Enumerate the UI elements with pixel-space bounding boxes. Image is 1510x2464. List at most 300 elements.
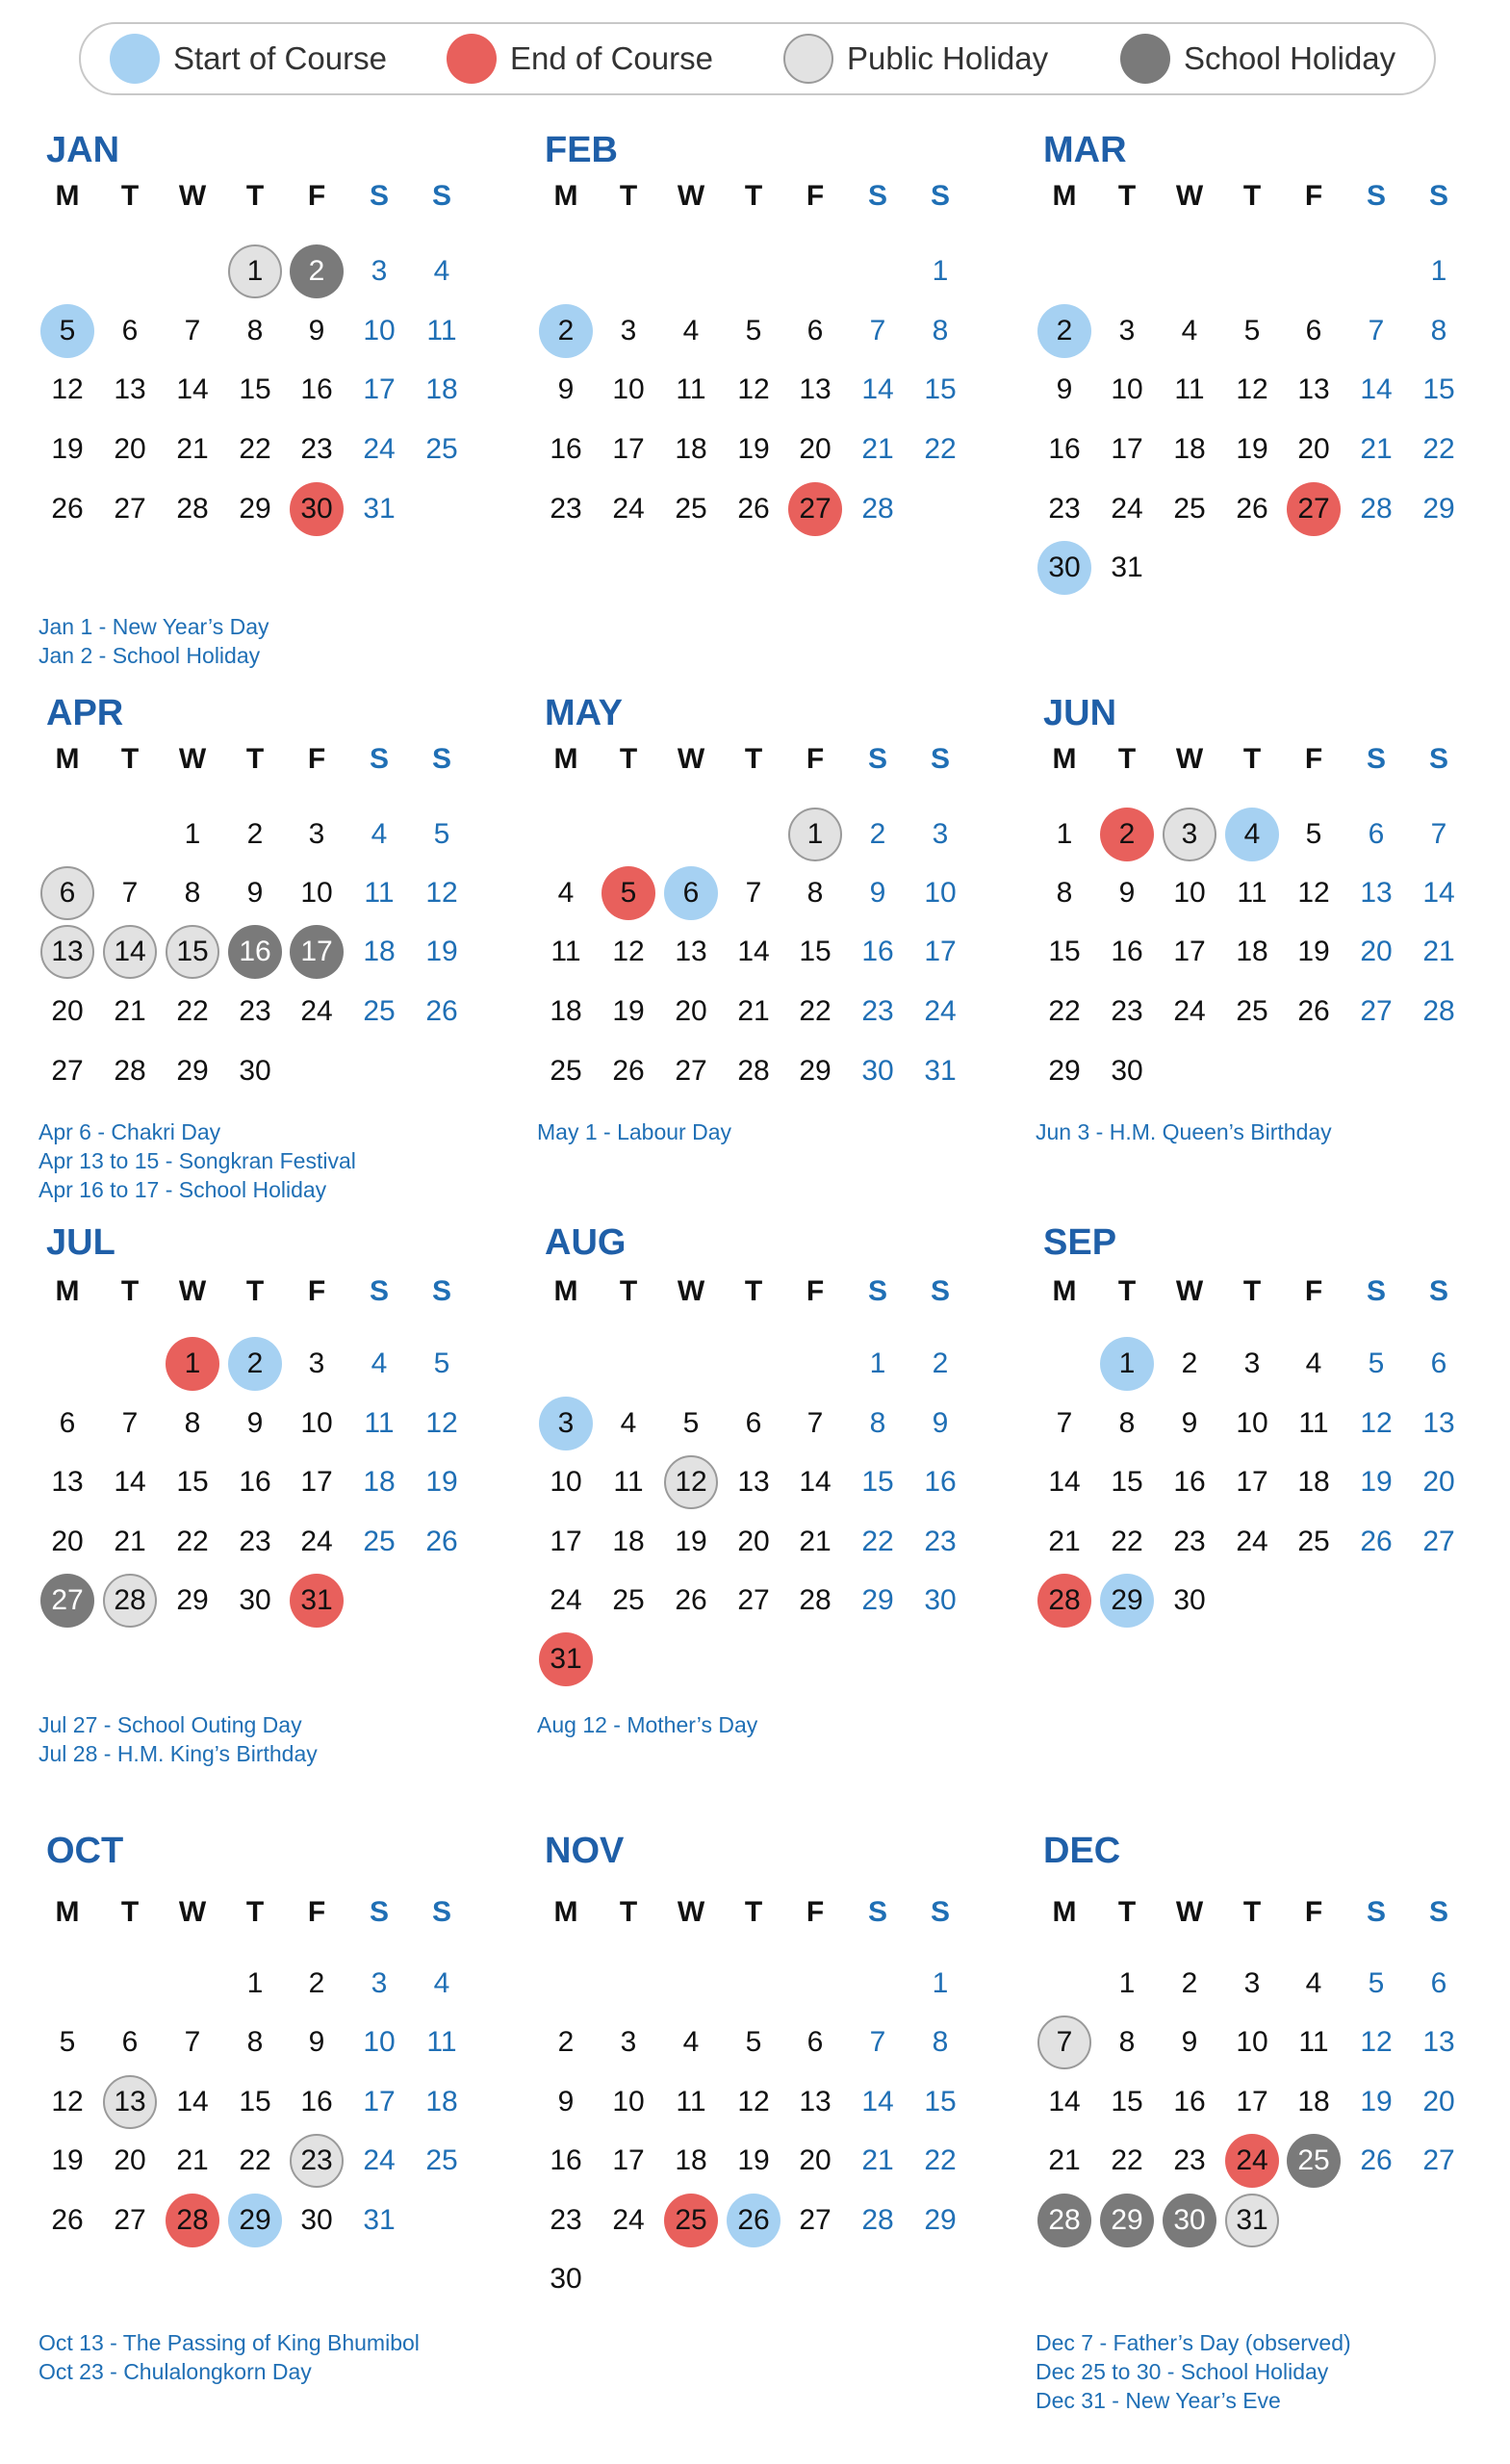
day-cell: 9: [308, 315, 325, 346]
day-cell: 25: [664, 2194, 718, 2247]
day-cell: 9: [1181, 2026, 1198, 2058]
day-cell: 27: [1422, 1526, 1455, 1557]
day-cell: 28: [1422, 995, 1455, 1027]
day-cell: 7: [869, 2026, 886, 2058]
day-cell: 7: [121, 877, 139, 909]
day-cell: 17: [550, 1526, 582, 1557]
day-cell: 25: [363, 995, 396, 1027]
day-cell: 9: [557, 373, 575, 405]
legend-item-pub: [783, 24, 1048, 93]
day-cell: 9: [1181, 1407, 1198, 1439]
day-cell: 3: [1163, 808, 1216, 861]
weekday-header: S: [867, 743, 887, 775]
day-cell: 10: [1173, 877, 1206, 909]
day-cell: 9: [246, 1407, 264, 1439]
day-cell: 18: [675, 433, 707, 465]
day-cell: 13: [799, 373, 832, 405]
day-cell: 3: [932, 818, 949, 850]
day-cell: 20: [51, 1526, 84, 1557]
weekday-header: F: [307, 1896, 326, 1928]
legend-label: School Holiday: [1184, 40, 1396, 76]
day-cell: 18: [363, 1466, 396, 1498]
day-cell: 27: [675, 1055, 707, 1087]
day-cell: 7: [1056, 1407, 1073, 1439]
day-cell: 23: [290, 2134, 344, 2188]
day-cell: 6: [40, 866, 94, 920]
day-cell: 25: [425, 433, 458, 465]
day-cell: 3: [539, 1397, 593, 1450]
legend-swatch-sch: [1120, 34, 1170, 84]
weekday-header: S: [1366, 1896, 1386, 1928]
weekday-header: T: [1117, 743, 1137, 775]
day-cell: 2: [1181, 1348, 1198, 1379]
day-cell: 28: [114, 1055, 146, 1087]
day-cell: 17: [1173, 936, 1206, 967]
day-cell: 8: [246, 2026, 264, 2058]
day-cell: 19: [675, 1526, 707, 1557]
day-cell: 1: [228, 244, 282, 298]
weekday-header: M: [55, 743, 80, 775]
day-cell: 21: [861, 433, 894, 465]
day-cell: 18: [1297, 2086, 1330, 2118]
weekday-header: T: [120, 180, 140, 212]
day-cell: 21: [861, 2144, 894, 2176]
month-notes: [1036, 2328, 1351, 2415]
weekday-header: S: [867, 1896, 887, 1928]
day-cell: 2: [308, 1967, 325, 1999]
day-cell: 30: [861, 1055, 894, 1087]
weekday-header: W: [677, 1896, 705, 1928]
day-cell: 7: [121, 1407, 139, 1439]
day-cell: 16: [239, 1466, 271, 1498]
weekday-header: T: [619, 1896, 638, 1928]
day-cell: 14: [1048, 2086, 1081, 2118]
weekday-header: T: [1242, 1896, 1262, 1928]
weekday-header: S: [930, 1896, 950, 1928]
weekday-header: S: [431, 180, 451, 212]
day-cell: 7: [869, 315, 886, 346]
weekday-header: M: [55, 1896, 80, 1928]
day-cell: 12: [1297, 877, 1330, 909]
day-cell: 14: [861, 373, 894, 405]
day-cell: 13: [51, 1466, 84, 1498]
day-cell: 29: [1100, 2194, 1154, 2247]
day-cell: 17: [363, 2086, 396, 2118]
weekday-header: W: [178, 743, 207, 775]
day-cell: 1: [184, 818, 201, 850]
day-cell: 14: [1422, 877, 1455, 909]
day-cell: 6: [745, 1407, 762, 1439]
weekday-header: S: [1428, 743, 1448, 775]
day-cell: 25: [1287, 2134, 1341, 2188]
day-cell: 19: [612, 995, 645, 1027]
day-cell: 20: [114, 2144, 146, 2176]
day-cell: 22: [176, 1526, 209, 1557]
weekday-header: S: [867, 1275, 887, 1307]
day-cell: 9: [246, 877, 264, 909]
day-cell: 21: [176, 433, 209, 465]
day-cell: 2: [1100, 808, 1154, 861]
day-cell: 18: [550, 995, 582, 1027]
day-cell: 17: [612, 433, 645, 465]
day-cell: 31: [363, 493, 396, 525]
day-cell: 1: [932, 1967, 949, 1999]
day-cell: 21: [1422, 936, 1455, 967]
day-cell: 29: [861, 1584, 894, 1616]
day-cell: 1: [869, 1348, 886, 1379]
day-cell: 29: [1422, 493, 1455, 525]
day-cell: 28: [1037, 2194, 1091, 2247]
day-cell: 3: [371, 1967, 388, 1999]
weekday-header: M: [553, 180, 578, 212]
day-cell: 22: [861, 1526, 894, 1557]
weekday-header: S: [1366, 743, 1386, 775]
day-cell: 6: [806, 2026, 824, 2058]
day-cell: 24: [612, 2204, 645, 2236]
day-cell: 13: [799, 2086, 832, 2118]
day-cell: 21: [799, 1526, 832, 1557]
day-cell: 24: [1111, 493, 1143, 525]
day-cell: 23: [300, 433, 333, 465]
day-cell: 15: [239, 2086, 271, 2118]
day-cell: 28: [1037, 1574, 1091, 1628]
day-cell: 16: [1173, 2086, 1206, 2118]
legend-item-sch: [1120, 24, 1395, 93]
day-cell: 1: [166, 1337, 219, 1391]
day-cell: 26: [425, 995, 458, 1027]
note-line: Jan 1 - New Year’s Day: [38, 614, 269, 639]
day-cell: 26: [1236, 493, 1268, 525]
day-cell: 17: [924, 936, 957, 967]
day-cell: 28: [861, 493, 894, 525]
day-cell: 30: [1163, 2194, 1216, 2247]
day-cell: 22: [1048, 995, 1081, 1027]
day-cell: 31: [290, 1574, 344, 1628]
day-cell: 6: [1305, 315, 1322, 346]
month-title: JAN: [46, 130, 120, 170]
day-cell: 1: [1100, 1337, 1154, 1391]
day-cell: 24: [550, 1584, 582, 1616]
day-cell: 10: [363, 315, 396, 346]
day-cell: 22: [924, 2144, 957, 2176]
day-cell: 27: [1360, 995, 1393, 1027]
weekday-header: W: [677, 1275, 705, 1307]
day-cell: 11: [676, 373, 706, 405]
month-title: FEB: [545, 130, 618, 170]
day-cell: 11: [1298, 2026, 1329, 2058]
day-cell: 28: [737, 1055, 770, 1087]
day-cell: 20: [799, 2144, 832, 2176]
weekday-header: M: [553, 743, 578, 775]
day-cell: 17: [300, 1466, 333, 1498]
day-cell: 2: [932, 1348, 949, 1379]
day-cell: 25: [1297, 1526, 1330, 1557]
day-cell: 23: [239, 995, 271, 1027]
month-title: OCT: [46, 1831, 124, 1871]
day-cell: 6: [59, 1407, 76, 1439]
day-cell: 23: [861, 995, 894, 1027]
note-line: Oct 23 - Chulalongkorn Day: [38, 2359, 312, 2384]
day-cell: 14: [176, 373, 209, 405]
day-cell: 4: [620, 1407, 637, 1439]
weekday-header: S: [431, 1275, 451, 1307]
day-cell: 27: [1422, 2144, 1455, 2176]
day-cell: 1: [246, 1967, 264, 1999]
weekday-header: T: [1117, 1275, 1137, 1307]
weekday-header: F: [806, 180, 825, 212]
day-cell: 4: [433, 1967, 450, 1999]
day-cell: 7: [806, 1407, 824, 1439]
weekday-header: S: [1366, 180, 1386, 212]
day-cell: 6: [806, 315, 824, 346]
month-notes: [38, 1117, 356, 1204]
day-cell: 21: [1048, 1526, 1081, 1557]
day-cell: 13: [114, 373, 146, 405]
note-line: Oct 13 - The Passing of King Bhumibol: [38, 2330, 420, 2355]
day-cell: 15: [799, 936, 832, 967]
note-line: Dec 31 - New Year’s Eve: [1036, 2388, 1281, 2413]
day-cell: 17: [290, 925, 344, 979]
day-cell: 20: [1422, 1466, 1455, 1498]
day-cell: 3: [620, 315, 637, 346]
legend-label: Public Holiday: [847, 40, 1049, 76]
day-cell: 10: [1111, 373, 1143, 405]
weekday-header: F: [806, 743, 825, 775]
day-cell: 28: [166, 2194, 219, 2247]
weekday-header: W: [178, 180, 207, 212]
day-cell: 11: [364, 1407, 395, 1439]
day-cell: 27: [799, 2204, 832, 2236]
day-cell: 18: [1236, 936, 1268, 967]
weekday-header: S: [1428, 1896, 1448, 1928]
day-cell: 30: [1111, 1055, 1143, 1087]
day-cell: 24: [363, 433, 396, 465]
note-line: Apr 13 to 15 - Songkran Festival: [38, 1148, 356, 1173]
day-cell: 27: [114, 493, 146, 525]
day-cell: 30: [300, 2204, 333, 2236]
day-cell: 23: [1173, 1526, 1206, 1557]
day-cell: 20: [799, 433, 832, 465]
weekday-header: T: [619, 743, 638, 775]
legend-swatch-end: [447, 34, 497, 84]
day-cell: 9: [308, 2026, 325, 2058]
day-cell: 2: [246, 818, 264, 850]
day-cell: 7: [184, 315, 201, 346]
day-cell: 13: [675, 936, 707, 967]
day-cell: 19: [1297, 936, 1330, 967]
weekday-header: T: [120, 1896, 140, 1928]
day-cell: 24: [300, 995, 333, 1027]
day-cell: 18: [675, 2144, 707, 2176]
day-cell: 25: [612, 1584, 645, 1616]
day-cell: 14: [737, 936, 770, 967]
weekday-header: T: [245, 1896, 265, 1928]
day-cell: 31: [539, 1632, 593, 1686]
day-cell: 12: [51, 373, 84, 405]
day-cell: 22: [799, 995, 832, 1027]
weekday-header: T: [744, 743, 763, 775]
month-notes: [537, 1710, 757, 1739]
day-cell: 2: [869, 818, 886, 850]
day-cell: 15: [1111, 1466, 1143, 1498]
day-cell: 10: [924, 877, 957, 909]
day-cell: 24: [363, 2144, 396, 2176]
day-cell: 16: [550, 2144, 582, 2176]
day-cell: 6: [1430, 1348, 1447, 1379]
note-line: Aug 12 - Mother’s Day: [537, 1712, 758, 1737]
day-cell: 22: [1422, 433, 1455, 465]
day-cell: 22: [1111, 2144, 1143, 2176]
day-cell: 4: [1305, 1967, 1322, 1999]
day-cell: 24: [300, 1526, 333, 1557]
day-cell: 12: [737, 2086, 770, 2118]
day-cell: 6: [121, 2026, 139, 2058]
weekday-header: F: [806, 1275, 825, 1307]
weekday-header: S: [431, 1896, 451, 1928]
day-cell: 15: [1111, 2086, 1143, 2118]
weekday-header: F: [1304, 1275, 1323, 1307]
day-cell: 7: [184, 2026, 201, 2058]
day-cell: 30: [924, 1584, 957, 1616]
day-cell: 17: [1236, 2086, 1268, 2118]
day-cell: 31: [924, 1055, 957, 1087]
day-cell: 12: [1360, 2026, 1393, 2058]
day-cell: 3: [620, 2026, 637, 2058]
day-cell: 29: [1100, 1574, 1154, 1628]
month-title: AUG: [545, 1222, 627, 1263]
day-cell: 17: [1111, 433, 1143, 465]
note-line: Apr 16 to 17 - School Holiday: [38, 1177, 327, 1202]
day-cell: 16: [1111, 936, 1143, 967]
day-cell: 15: [924, 373, 957, 405]
day-cell: 14: [176, 2086, 209, 2118]
day-cell: 31: [1225, 2194, 1279, 2247]
day-cell: 26: [1360, 2144, 1393, 2176]
note-line: Jan 2 - School Holiday: [38, 643, 261, 668]
day-cell: 5: [682, 1407, 700, 1439]
day-cell: 12: [1236, 373, 1268, 405]
day-cell: 16: [1048, 433, 1081, 465]
day-cell: 14: [1360, 373, 1393, 405]
day-cell: 1: [788, 808, 842, 861]
weekday-header: S: [369, 1275, 389, 1307]
day-cell: 23: [1048, 493, 1081, 525]
day-cell: 28: [861, 2204, 894, 2236]
day-cell: 16: [924, 1466, 957, 1498]
day-cell: 6: [664, 866, 718, 920]
day-cell: 5: [59, 2026, 76, 2058]
weekday-header: S: [1428, 180, 1448, 212]
month-notes: [537, 1117, 731, 1146]
month-title: SEP: [1043, 1222, 1117, 1263]
day-cell: 1: [932, 255, 949, 287]
day-cell: 23: [550, 493, 582, 525]
weekday-header: S: [1428, 1275, 1448, 1307]
day-cell: 24: [612, 493, 645, 525]
day-cell: 30: [550, 2263, 582, 2295]
day-cell: 30: [1173, 1584, 1206, 1616]
weekday-header: T: [1242, 743, 1262, 775]
weekday-header: W: [1175, 1896, 1204, 1928]
weekday-header: F: [307, 743, 326, 775]
day-cell: 18: [425, 2086, 458, 2118]
day-cell: 21: [114, 1526, 146, 1557]
day-cell: 20: [737, 1526, 770, 1557]
day-cell: 19: [737, 2144, 770, 2176]
day-cell: 16: [550, 433, 582, 465]
day-cell: 29: [239, 493, 271, 525]
day-cell: 25: [363, 1526, 396, 1557]
day-cell: 5: [1305, 818, 1322, 850]
day-cell: 20: [675, 995, 707, 1027]
day-cell: 23: [239, 1526, 271, 1557]
month-notes: [38, 1710, 318, 1768]
day-cell: 10: [300, 877, 333, 909]
day-cell: 15: [176, 1466, 209, 1498]
day-cell: 24: [924, 995, 957, 1027]
weekday-header: T: [120, 743, 140, 775]
day-cell: 22: [924, 433, 957, 465]
day-cell: 2: [228, 1337, 282, 1391]
day-cell: 6: [1430, 1967, 1447, 1999]
day-cell: 19: [1360, 2086, 1393, 2118]
day-cell: 24: [1225, 2134, 1279, 2188]
weekday-header: W: [178, 1896, 207, 1928]
day-cell: 4: [557, 877, 575, 909]
day-cell: 13: [737, 1466, 770, 1498]
month-notes: [1036, 1117, 1332, 1146]
day-cell: 4: [371, 818, 388, 850]
day-cell: 9: [557, 2086, 575, 2118]
weekday-header: S: [431, 743, 451, 775]
day-cell: 9: [1056, 373, 1073, 405]
day-cell: 18: [1297, 1466, 1330, 1498]
day-cell: 4: [1305, 1348, 1322, 1379]
day-cell: 17: [612, 2144, 645, 2176]
day-cell: 22: [239, 433, 271, 465]
month-title: DEC: [1043, 1831, 1121, 1871]
weekday-header: T: [744, 1275, 763, 1307]
day-cell: 25: [1236, 995, 1268, 1027]
weekday-header: S: [867, 180, 887, 212]
day-cell: 28: [103, 1574, 157, 1628]
day-cell: 7: [1037, 2015, 1091, 2069]
day-cell: 23: [1173, 2144, 1206, 2176]
weekday-header: F: [1304, 743, 1323, 775]
day-cell: 4: [1225, 808, 1279, 861]
day-cell: 15: [924, 2086, 957, 2118]
day-cell: 26: [425, 1526, 458, 1557]
day-cell: 6: [121, 315, 139, 346]
weekday-header: F: [806, 1896, 825, 1928]
day-cell: 20: [1297, 433, 1330, 465]
day-cell: 2: [290, 244, 344, 298]
day-cell: 12: [664, 1455, 718, 1509]
day-cell: 18: [363, 936, 396, 967]
note-line: Dec 25 to 30 - School Holiday: [1036, 2359, 1329, 2384]
weekday-header: F: [1304, 180, 1323, 212]
day-cell: 14: [1048, 1466, 1081, 1498]
day-cell: 7: [1430, 818, 1447, 850]
day-cell: 8: [1056, 877, 1073, 909]
day-cell: 13: [1422, 1407, 1455, 1439]
day-cell: 15: [1422, 373, 1455, 405]
day-cell: 15: [861, 1466, 894, 1498]
day-cell: 25: [425, 2144, 458, 2176]
day-cell: 11: [426, 315, 457, 346]
day-cell: 5: [1368, 1967, 1385, 1999]
day-cell: 18: [612, 1526, 645, 1557]
